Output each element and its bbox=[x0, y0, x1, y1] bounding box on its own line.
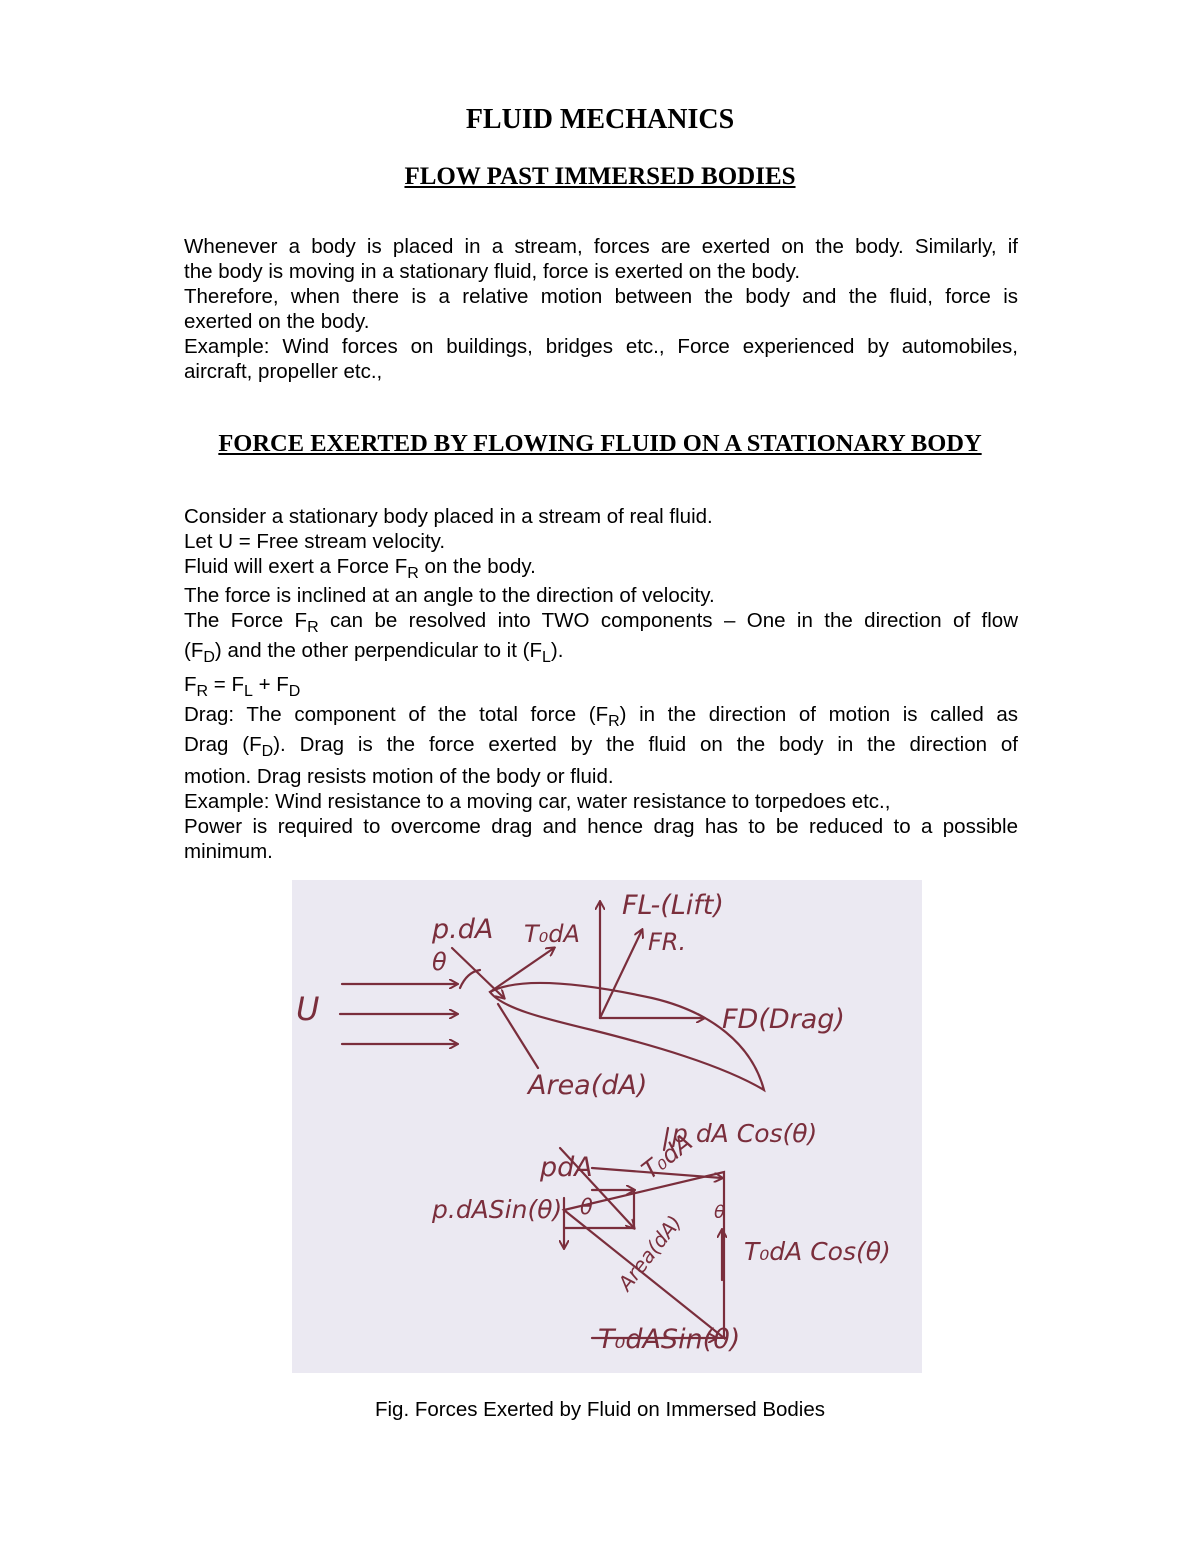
label-to-da-cos: T₀dA Cos(θ) bbox=[744, 1237, 891, 1266]
text-line: minimum. bbox=[184, 840, 273, 863]
subscript: R bbox=[307, 619, 319, 636]
text-span: ). Drag is the force exerted by the fluid on the body in the direction of bbox=[273, 733, 1018, 756]
label-pda: pdA bbox=[540, 1152, 593, 1183]
text-line: Therefore, when there is a relative motion between the body and the fluid, force is bbox=[184, 285, 1018, 308]
label-to-da: T₀dA bbox=[524, 920, 580, 948]
text-span: F bbox=[184, 673, 197, 696]
label-lift: FL-(Lift) bbox=[622, 890, 724, 921]
text-line: Let U = Free stream velocity. bbox=[184, 530, 446, 553]
text-span: on the body. bbox=[418, 555, 536, 578]
equation-line bbox=[184, 672, 1018, 700]
text-span: The Force F bbox=[184, 609, 308, 632]
force-diagram-figure bbox=[292, 880, 922, 1373]
shear-arrow bbox=[490, 948, 554, 992]
text-span: ) in the direction of motion is called as bbox=[619, 703, 1018, 726]
force-diagram bbox=[292, 880, 922, 1373]
pressure-arrow bbox=[452, 948, 504, 998]
subscript: L bbox=[243, 683, 253, 700]
text-span: = F bbox=[208, 673, 244, 696]
text-line: exerted on the body. bbox=[184, 310, 370, 333]
subscript: R bbox=[196, 683, 209, 700]
text-line bbox=[184, 638, 1018, 666]
subscript: D bbox=[288, 683, 301, 700]
text-line bbox=[184, 608, 1019, 636]
label-theta-small: θ bbox=[714, 1202, 726, 1223]
text-line: The force is inclined at an angle to the direction of velocity. bbox=[184, 584, 715, 607]
document-title: FLUID MECHANICS bbox=[465, 104, 735, 135]
subscript: R bbox=[608, 713, 620, 730]
text-line bbox=[184, 732, 1018, 760]
label-theta: θ bbox=[432, 948, 447, 976]
text-span: Drag (F bbox=[184, 733, 262, 756]
text-line bbox=[184, 702, 1018, 730]
resultant-arrow bbox=[600, 930, 642, 1018]
section-heading-force-exerted: FORCE EXERTED BY FLOWING FLUID ON A STATIONARY BODY bbox=[218, 430, 982, 457]
text-line: aircraft, propeller etc., bbox=[184, 360, 383, 383]
label-area: Area(dA) bbox=[528, 1070, 648, 1101]
label-u: U bbox=[296, 990, 320, 1028]
section-heading-flow-past: FLOW PAST IMMERSED BODIES bbox=[404, 163, 796, 190]
label-theta-lower: θ bbox=[580, 1195, 593, 1219]
label-p-da: p.dA bbox=[432, 914, 494, 945]
text-line: motion. Drag resists motion of the body or fluid. bbox=[184, 765, 614, 788]
text-line: Example: Wind forces on buildings, bridges etc., Force experienced by automobiles, bbox=[184, 335, 1018, 358]
subscript: D bbox=[261, 743, 274, 760]
text-line: Whenever a body is placed in a stream, forces are exerted on the body. Similarly, if bbox=[184, 235, 1018, 258]
label-p-da-cos: p dA Cos(θ) bbox=[672, 1119, 818, 1148]
subscript: R bbox=[407, 565, 419, 582]
label-to-da-lower: T₀dA bbox=[636, 1128, 698, 1185]
force-paragraph bbox=[184, 504, 1018, 864]
text-span: (F bbox=[184, 639, 204, 662]
text-span: + F bbox=[252, 673, 289, 696]
text-line: the body is moving in a stationary fluid, force is exerted on the body. bbox=[184, 260, 801, 283]
text-line: Example: Wind resistance to a moving car, water resistance to torpedoes etc., bbox=[184, 790, 891, 813]
text-line: Consider a stationary body placed in a stream of real fluid. bbox=[184, 505, 713, 528]
text-line bbox=[184, 554, 1018, 582]
subscript: D bbox=[203, 649, 215, 666]
label-p-da-sin: p.dASin(θ) bbox=[432, 1195, 563, 1224]
label-to-da-sin: T₀dASin(θ) bbox=[598, 1324, 741, 1355]
intro-paragraph bbox=[184, 234, 1018, 384]
label-drag: FD(Drag) bbox=[722, 1004, 845, 1035]
label-fr: FR. bbox=[648, 928, 687, 956]
label-area-lower: Area(dA) bbox=[613, 1210, 687, 1296]
text-span: ). bbox=[550, 639, 564, 662]
figure-caption: Fig. Forces Exerted by Fluid on Immersed Bodies bbox=[374, 1398, 826, 1421]
text-line: Power is required to overcome drag and hence drag has to be reduced to a possible bbox=[184, 815, 1018, 838]
text-span: Drag: The component of the total force (F bbox=[184, 703, 609, 726]
text-span: ) and the other perpendicular to it (F bbox=[214, 639, 542, 662]
subscript: L bbox=[541, 649, 551, 666]
text-span: Fluid will exert a Force F bbox=[184, 555, 408, 578]
text-span: can be resolved into TWO components – One in the direction of flow bbox=[318, 609, 1019, 632]
